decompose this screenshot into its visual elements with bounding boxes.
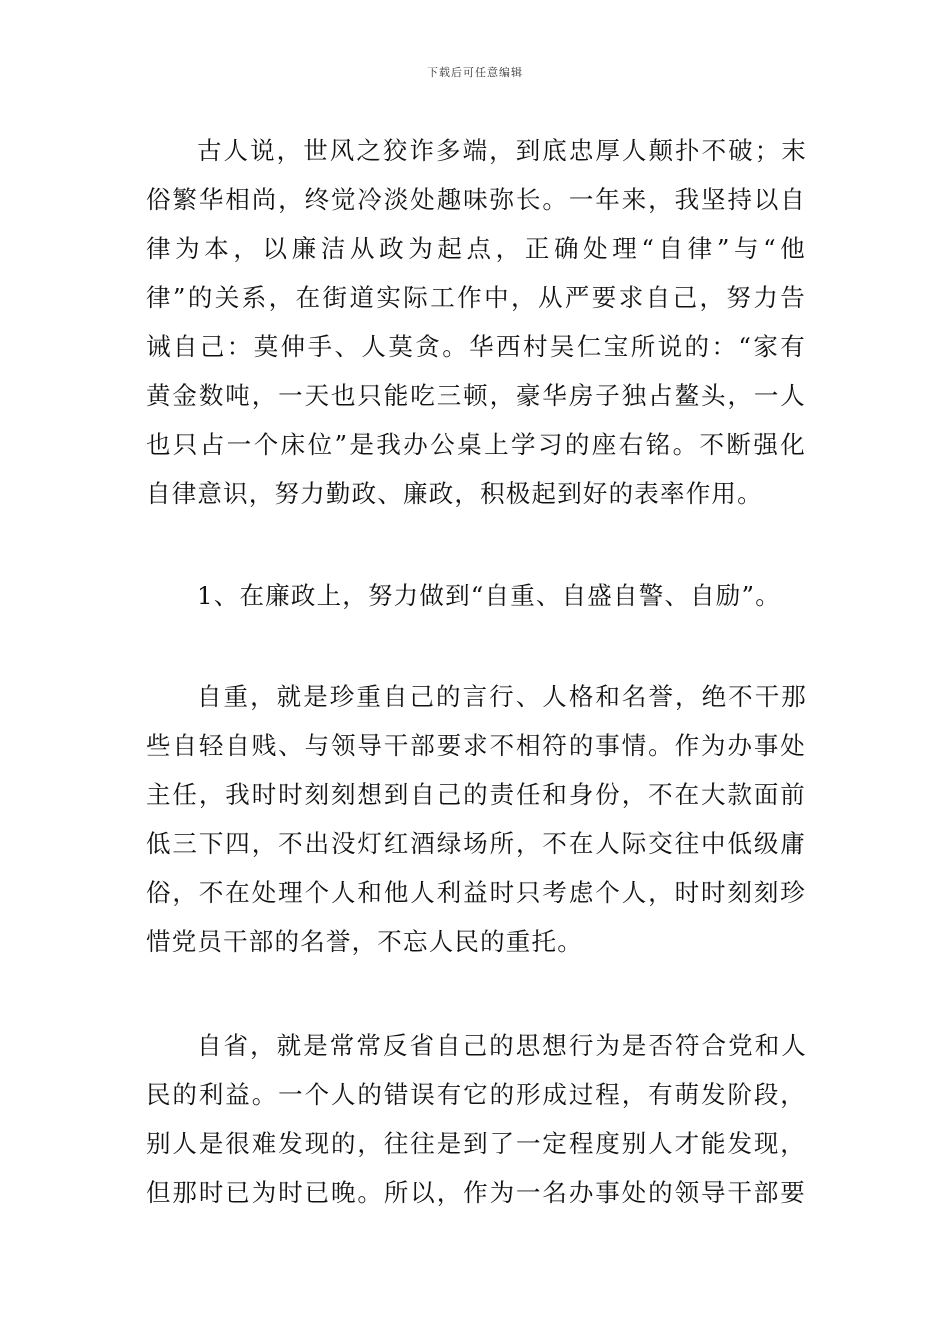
header-note: 下载后可任意编辑 [427, 66, 523, 79]
paragraph-1-line-4: 律”的关系，在街道实际工作中，从严要求自己，努力告 [146, 283, 806, 312]
paragraph-3-line-2: 些自轻自贱、与领导干部要求不相符的事情。作为办事处 [146, 731, 806, 760]
paragraph-1-line-5: 诫自己：莫伸手、人莫贪。华西村吴仁宝所说的：“家有 [146, 332, 806, 361]
paragraph-1-line-8: 自律意识，努力勤政、廉政，积极起到好的表率作用。 [146, 479, 763, 508]
paragraph-3-line-3: 主任，我时时刻刻想到自己的责任和身份，不在大款面前 [146, 780, 806, 809]
paragraph-4-line-3: 别人是很难发现的，往往是到了一定程度别人才能发现， [146, 1129, 806, 1158]
paragraph-3-line-4: 低三下四，不出没灯红酒绿场所，不在人际交往中低级庸 [146, 829, 806, 858]
paragraph-4-line-2: 民的利益。一个人的错误有它的形成过程，有萌发阶段， [146, 1080, 806, 1109]
paragraph-3-line-1: 自重，就是珍重自己的言行、人格和名誉，绝不干那 [197, 682, 807, 711]
paragraph-1-line-1: 古人说，世风之狡诈多端，到底忠厚人颠扑不破；末 [197, 136, 807, 165]
paragraph-1-line-3: 律为本，以廉洁从政为起点，正确处理“自律”与“他 [146, 234, 806, 263]
paragraph-1-line-7: 也只占一个床位”是我办公桌上学习的座右铭。不断强化 [146, 430, 806, 459]
paragraph-4-line-4: 但那时已为时已晚。所以，作为一名办事处的领导干部要 [146, 1178, 806, 1207]
paragraph-3-line-5: 俗，不在处理个人和他人利益时只考虑个人，时时刻刻珍 [146, 878, 806, 907]
paragraph-1-line-6: 黄金数吨，一天也只能吃三顿，豪华房子独占鳌头，一人 [146, 381, 806, 410]
section-item-1: 1、在廉政上，努力做到“自重、自盛自警、自励”。 [197, 581, 781, 610]
paragraph-3-line-6: 惜党员干部的名誉，不忘人民的重托。 [146, 927, 583, 956]
paragraph-1-line-2: 俗繁华相尚，终觉冷淡处趣味弥长。一年来，我坚持以自 [146, 185, 806, 214]
paragraph-4-line-1: 自省，就是常常反省自己的思想行为是否符合党和人 [197, 1031, 807, 1060]
